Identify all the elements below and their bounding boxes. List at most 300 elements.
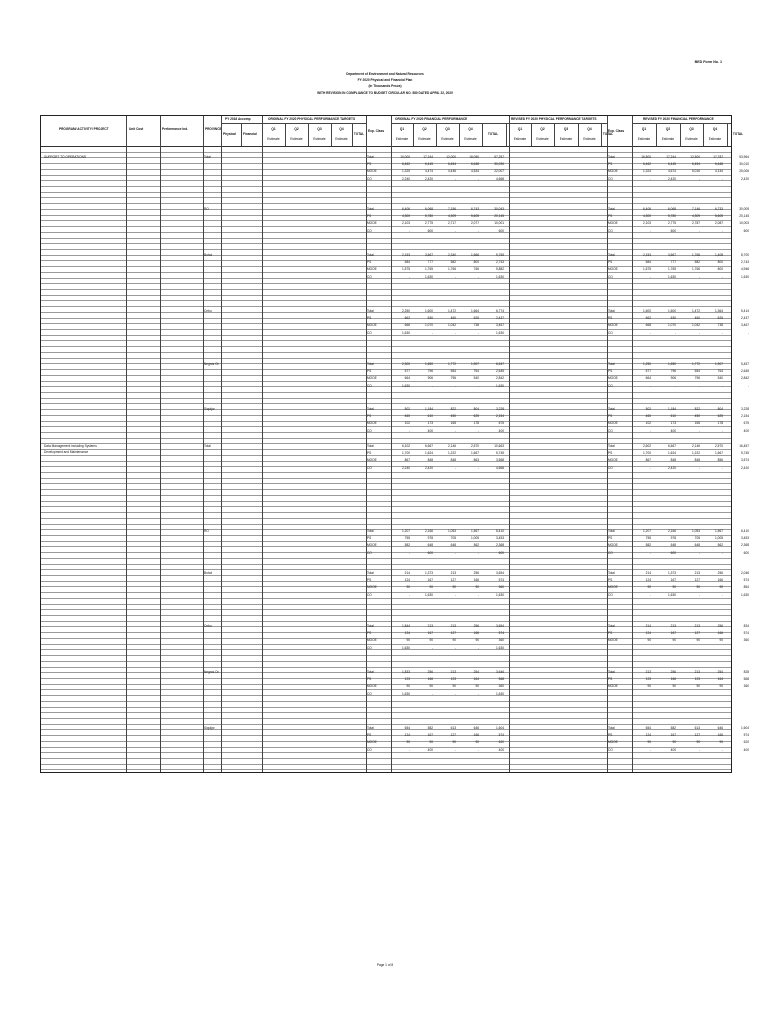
- rev-fin-cell: 90: [719, 740, 723, 745]
- orig-fin-cell: 562: [473, 543, 479, 548]
- orig-fin-cell: 5,745: [496, 451, 504, 456]
- orig-fin-q3-header: Q3: [445, 127, 450, 131]
- rev-fin-cell: 2,368: [741, 543, 749, 548]
- rev-fin-cell: 400: [670, 428, 676, 433]
- col-accomp-group: PY 2018 Accomp: [225, 117, 251, 121]
- orig-fin-cell: 848: [427, 458, 433, 463]
- orig-fin-cell: 90: [429, 740, 433, 745]
- header-divider: [308, 123, 309, 146]
- exp-class-cell-rev: CO: [608, 747, 613, 752]
- orig-fin-cell: 123: [404, 677, 410, 682]
- rev-fin-cell: -: [698, 383, 700, 388]
- orig-fin-cell: 574: [498, 733, 504, 738]
- orig-fin-cell: 166: [427, 677, 433, 682]
- province-cell: RO: [204, 529, 209, 533]
- orig-fin-cell: -: [408, 592, 410, 597]
- orig-fin-cell: 1,472: [448, 309, 456, 313]
- row-line: [41, 152, 731, 153]
- row-line: [41, 346, 731, 347]
- row-line: [41, 535, 731, 536]
- orig-fin-cell: 625: [473, 316, 479, 321]
- orig-fin-cell: 584: [404, 260, 410, 265]
- orig-fin-estimate-label: Estimate: [395, 137, 409, 141]
- orig-fin-q4-header: Q4: [468, 127, 473, 131]
- rev-fin-cell: 1,766: [692, 253, 700, 257]
- orig-fin-cell: 3,646: [496, 670, 504, 674]
- rev-fin-cell: -: [721, 550, 723, 555]
- rev-fin-cell: 166: [717, 733, 723, 738]
- row-line: [41, 558, 731, 559]
- rev-phys-estimate-label: Estimate: [559, 137, 573, 141]
- orig-fin-cell: 6,410: [496, 529, 504, 533]
- row-line: [41, 203, 731, 204]
- rev-fin-cell: 675: [743, 421, 749, 426]
- rev-fin-cell: 213: [670, 624, 676, 628]
- rev-fin-cell: 213: [694, 571, 700, 575]
- rev-fin-cell: 16,457: [739, 444, 749, 448]
- province-cell: Bohol: [204, 571, 213, 575]
- row-line: [41, 375, 731, 376]
- rev-fin-cell: -: [721, 274, 723, 279]
- exp-class-cell-rev: CO: [608, 176, 613, 181]
- exp-class-cell-rev: MOOE: [608, 543, 618, 548]
- rev-fin-cell: -: [721, 228, 723, 233]
- row-line: [41, 632, 731, 633]
- province-cell: Negros Or.: [204, 670, 220, 674]
- rev-fin-cell: 90: [719, 684, 723, 689]
- orig-fin-cell: -: [454, 747, 456, 752]
- rev-fin-cell: -: [674, 383, 676, 388]
- row-line: [41, 466, 731, 467]
- rev-fin-cell: 755: [645, 536, 651, 541]
- rev-fin-cell: 600: [670, 228, 676, 233]
- orig-phys-estimate-label: Estimate: [290, 137, 303, 141]
- rev-fin-cell: 178: [717, 421, 723, 426]
- exp-class-cell-rev: PS: [608, 316, 613, 321]
- rev-fin-cell: -: [649, 747, 651, 752]
- orig-fin-cell: 5,605: [471, 214, 479, 219]
- orig-fin-cell: 777: [427, 260, 433, 265]
- orig-fin-cell: 5,882: [496, 267, 504, 272]
- rev-fin-cell: 256: [717, 571, 723, 575]
- row-line: [41, 712, 731, 713]
- orig-fin-cell: 4,668: [496, 465, 504, 470]
- rev-fin-cell: 848: [670, 458, 676, 463]
- province-cell: Siquijor: [204, 726, 215, 730]
- col-financial: Financial: [243, 132, 257, 136]
- rev-fin-cell: 6,410: [741, 529, 749, 533]
- program-name: Development and Maintenance: [44, 449, 89, 454]
- orig-fin-cell: 124: [404, 631, 410, 636]
- row-line: [41, 638, 731, 639]
- rev-fin-cell: -: [721, 747, 723, 752]
- orig-fin-cell: 1,650: [425, 362, 433, 366]
- rev-fin-cell: 16,500: [641, 155, 651, 159]
- col-physical: Physical: [223, 132, 236, 136]
- orig-fin-cell: 574: [498, 631, 504, 636]
- rev-fin-cell: 2,570: [715, 444, 723, 448]
- rev-fin-cell: 90: [696, 638, 700, 643]
- row-line: [41, 735, 731, 736]
- rev-fin-cell: 854: [743, 585, 749, 590]
- rev-fin-cell: 5,016: [692, 169, 700, 174]
- rev-fin-cell: 1,650: [668, 362, 676, 366]
- row-line: [41, 564, 731, 565]
- row-line: [41, 186, 731, 187]
- orig-fin-cell: 800: [473, 260, 479, 265]
- plan-table: [40, 115, 749, 773]
- orig-fin-cell: -: [454, 176, 456, 181]
- orig-fin-cell: 582: [450, 260, 456, 265]
- exp-class-cell: CO: [367, 176, 372, 181]
- header-divider: [459, 123, 460, 146]
- orig-fin-cell: 17,244: [423, 155, 433, 159]
- orig-fin-cell: 360: [498, 585, 504, 590]
- orig-fin-cell: 127: [450, 733, 456, 738]
- orig-fin-cell: 4,534: [471, 169, 479, 174]
- orig-fin-cell: 764: [473, 369, 479, 374]
- exp-class-cell: Total: [367, 407, 374, 411]
- orig-phys-estimate-label: Estimate: [313, 137, 326, 141]
- rev-fin-cell: 848: [694, 458, 700, 463]
- rev-fin-cell: 6,648: [715, 162, 723, 167]
- row-line: [41, 220, 731, 221]
- rev-fin-cell: 1,567: [715, 529, 723, 533]
- orig-fin-cell: 2,420: [425, 465, 433, 470]
- rev-fin-cell: 648: [670, 543, 676, 548]
- orig-fin-cell: 165: [450, 421, 456, 426]
- row-line: [41, 501, 731, 502]
- orig-fin-cell: 1,630: [496, 645, 504, 650]
- orig-fin-cell: 6,445: [425, 162, 433, 167]
- rev-fin-cell: 620: [743, 740, 749, 745]
- orig-fin-cell: 10,663: [494, 444, 504, 448]
- orig-fin-cell: 450: [450, 414, 456, 419]
- orig-fin-cell: 4,446: [448, 169, 456, 174]
- row-line: [41, 552, 731, 553]
- exp-class-cell-rev: Total: [608, 444, 615, 448]
- orig-fin-cell: 2,570: [471, 444, 479, 448]
- exp-class-cell: Total: [367, 309, 374, 313]
- orig-phys-q3-header: Q3: [317, 127, 322, 131]
- page-footer: Page 1 of 8: [376, 963, 394, 967]
- orig-fin-cell: 214: [404, 571, 410, 575]
- orig-fin-cell: -: [431, 330, 433, 335]
- orig-fin-cell: 705: [450, 536, 456, 541]
- orig-fin-cell: 256: [473, 624, 479, 628]
- rev-fin-cell: 648: [694, 543, 700, 548]
- row-line: [41, 569, 731, 570]
- rev-fin-cell: 2,103: [643, 221, 651, 226]
- rev-fin-cell: 577: [645, 369, 651, 374]
- orig-fin-cell: 2,368: [496, 543, 504, 548]
- exp-class-cell: MOOE: [367, 740, 377, 745]
- orig-fin-cell: -: [477, 550, 479, 555]
- orig-fin-cell: 4,300: [402, 214, 410, 219]
- group-underline: [632, 123, 731, 124]
- rev-fin-cell: 654: [645, 726, 651, 730]
- orig-fin-cell: 1,630: [402, 645, 410, 650]
- rev-fin-cell: 2,775: [668, 221, 676, 226]
- orig-fin-cell: 867: [404, 458, 410, 463]
- orig-phys-estimate-label: Estimate: [335, 137, 348, 141]
- rev-fin-cell: -: [721, 176, 723, 181]
- orig-fin-cell: 1,667: [471, 451, 479, 456]
- orig-fin-cell: 4,309: [448, 214, 456, 219]
- orig-fin-cell: 178: [473, 421, 479, 426]
- orig-fin-cell: 654: [404, 726, 410, 730]
- orig-fin-cell: 1,325: [402, 169, 410, 174]
- row-line: [41, 518, 731, 519]
- orig-fin-cell: 848: [450, 458, 456, 463]
- exp-class-cell-rev: MOOE: [608, 684, 618, 689]
- orig-fin-cell: 90: [475, 585, 479, 590]
- orig-fin-cell: 600: [427, 550, 433, 555]
- rev-fin-cell: 124: [645, 733, 651, 738]
- orig-fin-cell: 796: [450, 376, 456, 381]
- rev-fin-cell: 705: [694, 536, 700, 541]
- orig-fin-cell: 256: [427, 670, 433, 674]
- exp-class-cell-rev: MOOE: [608, 458, 618, 463]
- orig-fin-cell: -: [454, 330, 456, 335]
- rev-fin-cell: 214: [645, 624, 651, 628]
- exp-class-cell: CO: [367, 691, 372, 696]
- exp-class-cell: CO: [367, 274, 372, 279]
- exp-class-cell: Total: [367, 155, 374, 159]
- rev-fin-cell: 1,575: [643, 267, 651, 272]
- column-line: [509, 116, 510, 772]
- rev-fin-cell: 2,842: [741, 376, 749, 381]
- exp-class-cell-rev: PS: [608, 214, 613, 219]
- row-line: [41, 398, 731, 399]
- rev-fin-cell: -: [649, 383, 651, 388]
- orig-fin-cell: 1,070: [425, 323, 433, 328]
- row-line: [41, 455, 731, 456]
- orig-fin-cell: -: [454, 691, 456, 696]
- orig-fin-cell: 2,743: [496, 260, 504, 265]
- orig-fin-cell: -: [477, 228, 479, 233]
- rev-fin-cell: 7,146: [692, 207, 700, 211]
- rev-fin-cell: 2,787: [692, 221, 700, 226]
- orig-fin-cell: 2,645: [496, 369, 504, 374]
- orig-fin-cell: 124: [404, 733, 410, 738]
- row-line: [41, 226, 731, 227]
- orig-fin-cell: 166: [473, 631, 479, 636]
- orig-fin-cell: 6,102: [402, 444, 410, 448]
- row-line: [41, 238, 731, 239]
- rev-fin-cell: -: [698, 428, 700, 433]
- orig-fin-cell: 166: [473, 733, 479, 738]
- exp-class-cell-rev: CO: [608, 228, 613, 233]
- rev-fin-cell: 582: [645, 543, 651, 548]
- exp-class-cell: Total: [367, 529, 374, 533]
- row-line: [41, 318, 731, 319]
- orig-fin-cell: 2,103: [402, 221, 410, 226]
- row-line: [41, 758, 731, 759]
- rev-fin-cell: 5,780: [668, 214, 676, 219]
- orig-fin-cell: -: [477, 592, 479, 597]
- rev-fin-cell: 90: [672, 684, 676, 689]
- orig-fin-cell: -: [408, 428, 410, 433]
- rev-fin-estimate-label: Estimate: [637, 137, 651, 141]
- row-line: [41, 163, 731, 164]
- rev-fin-cell: -: [649, 428, 651, 433]
- exp-class-cell: CO: [367, 465, 372, 470]
- row-line: [41, 329, 731, 330]
- col-unit-cost: Unit Cost: [129, 127, 144, 131]
- rev-phys-q2-header: Q2: [540, 127, 545, 131]
- exp-class-cell-rev: PS: [608, 677, 613, 682]
- rev-fin-cell: 574: [743, 733, 749, 738]
- rev-fin-cell: 502: [645, 407, 651, 411]
- orig-fin-cell: 755: [404, 536, 410, 541]
- rev-fin-cell: 4,309: [692, 214, 700, 219]
- rev-fin-cell: 2,420: [668, 176, 676, 181]
- rev-fin-cell: 6,068: [668, 207, 676, 211]
- orig-fin-cell: 648: [450, 543, 456, 548]
- rev-fin-cell: 600: [670, 550, 676, 555]
- orig-fin-cell: 213: [427, 624, 433, 628]
- orig-fin-cell: -: [477, 274, 479, 279]
- exp-class-cell-rev: Total: [608, 207, 615, 211]
- row-line: [41, 586, 731, 587]
- orig-fin-cell: 90: [452, 740, 456, 745]
- rev-fin-cell: 800: [717, 260, 723, 265]
- row-line: [41, 295, 731, 296]
- rev-fin-cell: 600: [743, 228, 749, 233]
- row-line: [41, 626, 731, 627]
- orig-fin-cell: 646: [473, 726, 479, 730]
- rev-fin-cell: 166: [717, 631, 723, 636]
- exp-class-cell: PS: [367, 214, 372, 219]
- exp-class-cell-rev: MOOE: [608, 421, 618, 426]
- row-line: [41, 724, 731, 725]
- rev-fin-cell: -: [721, 383, 723, 388]
- row-line: [41, 381, 731, 382]
- exp-class-cell-rev: PS: [608, 536, 613, 541]
- orig-fin-cell: 90: [406, 740, 410, 745]
- exp-class-cell-rev: MOOE: [608, 638, 618, 643]
- row-line: [41, 472, 731, 473]
- orig-phys-total-header: TOTAL: [353, 132, 365, 136]
- orig-fin-cell: -: [408, 747, 410, 752]
- rev-fin-cell: 1,765: [668, 267, 676, 272]
- orig-fin-cell: 6,406: [402, 207, 410, 211]
- rev-fin-cell: 1,624: [668, 451, 676, 456]
- rev-fin-cell: 630: [670, 316, 676, 321]
- header-divider: [506, 123, 507, 146]
- orig-fin-cell: 582: [404, 543, 410, 548]
- orig-fin-cell: 600: [498, 550, 504, 555]
- orig-fin-cell: 2,166: [425, 529, 433, 533]
- province-cell: Total: [204, 444, 211, 448]
- row-line: [41, 392, 731, 393]
- orig-fin-cell: 22,007: [494, 169, 504, 174]
- header-divider: [680, 123, 681, 146]
- orig-fin-cell: 90: [452, 585, 456, 590]
- exp-class-cell: PS: [367, 162, 372, 167]
- orig-fin-q2-header: Q2: [422, 127, 427, 131]
- row-line: [41, 707, 731, 708]
- orig-fin-cell: 9,765: [496, 253, 504, 257]
- rev-fin-cell: 1,772: [692, 362, 700, 366]
- orig-fin-cell: 166: [473, 578, 479, 583]
- row-line: [41, 272, 731, 273]
- exp-class-cell: Total: [367, 444, 374, 448]
- orig-fin-cell: -: [408, 550, 410, 555]
- orig-fin-cell: 1,664: [471, 309, 479, 313]
- row-line: [41, 701, 731, 702]
- exp-class-cell-rev: CO: [608, 465, 613, 470]
- rev-fin-cell: 2,743: [741, 260, 749, 265]
- orig-phys-q2-header: Q2: [294, 127, 299, 131]
- exp-class-cell-rev: Total: [608, 309, 615, 313]
- rev-fin-cell: 25,006: [739, 169, 749, 174]
- orig-fin-cell: 1,630: [402, 691, 410, 696]
- column-line: [160, 116, 161, 772]
- rev-fin-cell: -: [698, 465, 700, 470]
- exp-class-cell: PS: [367, 536, 372, 541]
- header-divider: [727, 123, 728, 146]
- orig-fin-cell: 804: [473, 407, 479, 411]
- orig-fin-cell: -: [477, 645, 479, 650]
- group-underline: [262, 123, 366, 124]
- orig-fin-cell: 574: [498, 578, 504, 583]
- orig-fin-cell: -: [477, 428, 479, 433]
- orig-fin-cell: 1,604: [496, 726, 504, 730]
- exp-class-cell: MOOE: [367, 376, 377, 381]
- rev-fin-cell: 460: [694, 316, 700, 321]
- rev-fin-cell: 568: [743, 677, 749, 682]
- exp-class-cell: PS: [367, 414, 372, 419]
- rev-fin-cell: 2,153: [643, 253, 651, 257]
- orig-fin-cell: 577: [404, 369, 410, 374]
- orig-fin-cell: 675: [498, 421, 504, 426]
- province-cell: Bohol: [204, 253, 213, 257]
- exp-class-cell: Total: [367, 726, 374, 730]
- row-line: [41, 197, 731, 198]
- rev-fin-cell: 646: [717, 726, 723, 730]
- exp-class-cell: Total: [367, 571, 374, 575]
- rev-fin-cell: 1,005: [715, 536, 723, 541]
- orig-fin-cell: 554: [450, 369, 456, 374]
- rev-fin-cell: -: [649, 176, 651, 181]
- exp-class-cell-rev: MOOE: [608, 585, 618, 590]
- rev-fin-cell: 123: [645, 677, 651, 682]
- rev-fin-cell: -: [698, 176, 700, 181]
- rev-fin-cell: 867: [645, 458, 651, 463]
- header-divider: [656, 123, 657, 146]
- orig-fin-cell: 1,765: [425, 267, 433, 272]
- rev-fin-cell: 800: [717, 267, 723, 272]
- orig-fin-cell: 1,005: [471, 536, 479, 541]
- exp-class-cell-rev: MOOE: [608, 323, 618, 328]
- header-line-3: (In Thousands Pesos): [368, 84, 402, 89]
- header-divider: [554, 123, 555, 146]
- rev-fin-cell: 213: [694, 670, 700, 674]
- exp-class-cell-rev: Total: [608, 529, 615, 533]
- rev-fin-cell: 450: [694, 414, 700, 419]
- orig-fin-cell: 1,766: [448, 267, 456, 272]
- orig-fin-cell: 906: [427, 376, 433, 381]
- row-line: [41, 266, 731, 267]
- col-rev-fin-group: REVISED FY 2020 FINANCIAL PERFORMANCE: [643, 117, 714, 121]
- rev-fin-cell: 400: [743, 428, 749, 433]
- rev-fin-cell: 12,500: [690, 155, 700, 159]
- row-line: [41, 352, 731, 353]
- orig-fin-cell: 978: [427, 536, 433, 541]
- exp-class-cell-rev: CO: [608, 428, 613, 433]
